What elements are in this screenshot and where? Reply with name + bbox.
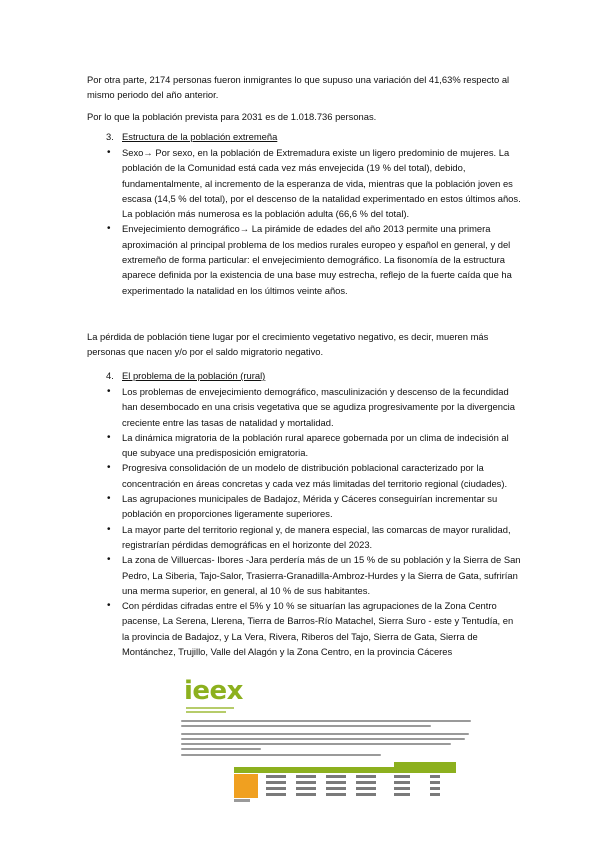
embedded-report-image <box>176 676 476 806</box>
blurred-text-line <box>181 748 261 750</box>
blurred-text-line <box>181 725 431 727</box>
section-4-heading <box>106 368 265 383</box>
list-item: • La dinámica migratoria de la población rural aparece gobernada por un clima de indecisión al que subyace una predisposición emigratoria. <box>106 430 522 461</box>
blurred-data-table <box>234 762 456 802</box>
section-4-number: 4. <box>106 370 114 381</box>
section-3-number: 3. <box>106 131 114 142</box>
paragraph-inmigrantes: Por otra parte, 2174 personas fueron inmigrantes lo que supuso una variación del 41,63% respecto al mismo periodo del año anterior. <box>87 74 510 101</box>
blurred-text-line <box>181 733 469 735</box>
list-item: • Las agrupaciones municipales de Badajoz, Mérida y Cáceres conseguirían incrementar su población en proporciones ligeramente superiores. <box>106 491 522 522</box>
section-3-title: Estructura de la población extremeña <box>122 131 278 142</box>
paragraph-prevision: Por lo que la población prevista para 2031 es de 1.018.736 personas. <box>87 111 377 122</box>
blurred-text-line <box>181 720 471 722</box>
list-item: • Los problemas de envejecimiento demográfico, masculinización y descenso de la fecundidad han desembocado en una crisis vegetativa que se agudiza progresivamente por la divergencia creciente entre las tasas de natalidad y mortalidad. <box>106 384 522 430</box>
list-item: • La zona de Villuercas- Ibores -Jara perdería más de un 15 % de su población y la Sierra de San Pedro, La Siberia, Tajo-Salor, Trasierra-Granadilla-Ambroz-Hurdes y la Sierra de Gata, sufrirían una merma superior, en general, al 10 % de sus habitantes. <box>106 552 522 598</box>
list-item: • La mayor parte del territorio regional y, de manera especial, las comarcas de mayor ruralidad, registrarían pérdidas demográficas en el horizonte del 2023. <box>106 522 522 553</box>
section-3-heading <box>106 129 277 144</box>
section-4-list <box>106 384 522 659</box>
list-item: • Progresiva consolidación de un modelo de distribución poblacional caracterizado por la concentración en áreas concretas y cada vez más limitadas del territorio regional (ciudades). <box>106 460 522 491</box>
blurred-text-line <box>181 738 465 740</box>
table-footnote <box>234 798 456 804</box>
section-3-list <box>106 145 522 298</box>
blurred-text-line <box>181 754 381 756</box>
ieex-logo: ieex <box>184 676 243 706</box>
blurred-text-line <box>181 743 451 745</box>
list-item: • Envejecimiento demográfico→ La pirámide de edades del año 2013 permite una primera aproximación al principal problema de los medios rurales europeo y español en general, y del extremeño de forma particular: el envejecimiento demográfico. La fisonomía de la estructura aparece definida por la existencia de una base muy estrecha, reflejo de la fuerte caída que ha experimentado la natalidad en los últimos veinte años. <box>106 221 522 297</box>
section-4-title: El problema de la población (rural) <box>122 370 266 381</box>
list-item: • Con pérdidas cifradas entre el 5% y 10 % se situarían las agrupaciones de la Zona Centro pacense, La Serena, Llerena, Tierra de Barros-Río Matachel, Sierra Suro - este y Tentudía, en la provincia de Badajoz, y La Vera, Rivera, Riberos del Tajo, Sierra de Gata, Sierra de Montánchez, Trujillo, Valle del Alagón y la Zona Centro, en la provincia Cáceres <box>106 598 522 659</box>
list-item: • Sexo→ Por sexo, en la población de Extremadura existe un ligero predominio de mujeres. La población de la Comunidad está cada vez más envejecida (19 % del total), debido, fundamentalmente, al incremento de la esperanza de vida, mientras que la población joven es escasa (14,5 % del total), por el descenso de la natalidad experimentado en estos últimos años. La población más numerosa es la población adulta (66,6 % del total). <box>106 145 522 221</box>
table-header-row <box>234 767 456 773</box>
logo-tagline-blur <box>186 706 246 713</box>
paragraph-perdida: La pérdida de población tiene lugar por el crecimiento vegetativo negativo, es decir, mueren más personas que nacen y/o por el saldo migratorio negativo. <box>87 331 489 358</box>
